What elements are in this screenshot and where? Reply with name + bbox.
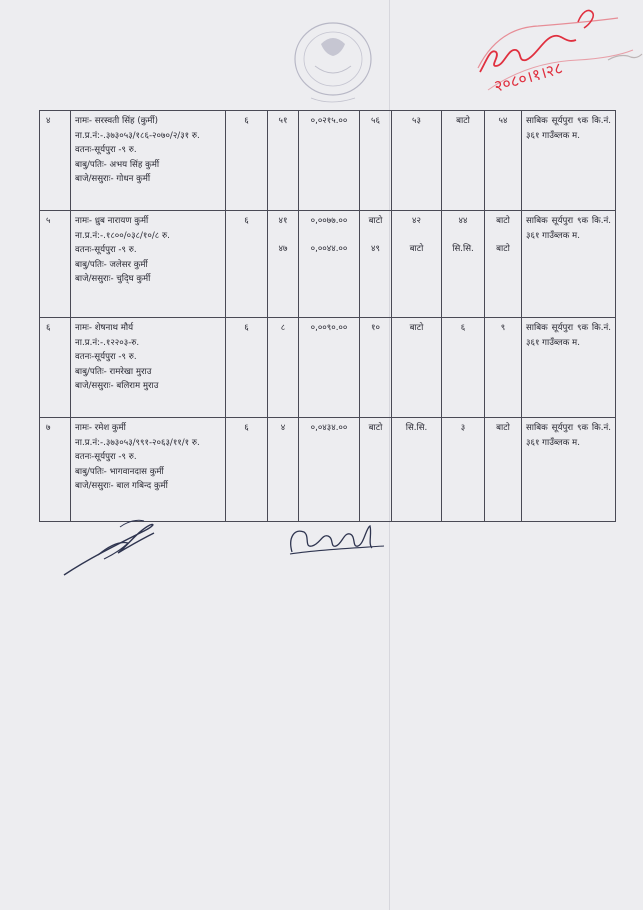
grandfather-or-father-in-law: बाजे/ससुराः- बलिराम मुराउ	[75, 381, 159, 391]
boundary-value: ४९	[371, 243, 380, 254]
south-boundary-cell: बाटो	[485, 418, 522, 522]
ward-cell: ६	[226, 211, 268, 318]
south-boundary-cell: ५४	[485, 111, 522, 211]
owner-address: वतनः-सूर्यपुरा -९ रु.	[75, 245, 137, 255]
serial-number-cell: ४	[40, 111, 71, 211]
east-boundary-cell: बाटो	[360, 418, 392, 522]
owner-details-cell	[71, 111, 226, 211]
citizenship-number: ना.प्र.नं:-.१२२०३-रु.	[75, 337, 140, 348]
serial-number-cell: ६	[40, 318, 71, 418]
serial-number-cell: ५	[40, 211, 71, 318]
east-boundary-cell: ५६	[360, 111, 392, 211]
plot-number-cell: ५१	[268, 111, 299, 211]
grandfather-or-father-in-law: बाजे/ससुराः- गोधन कुर्मी	[75, 174, 151, 184]
boundary-value: सि.सि.	[452, 243, 474, 254]
west-boundary-cell: बाटो	[392, 318, 442, 418]
land-ownership-table	[39, 110, 616, 522]
office-seal-icon	[285, 14, 380, 104]
owner-name: नामः- ध्रुब नारायण कुर्मी	[75, 216, 149, 226]
area-value: ०,००७७.००	[310, 216, 348, 226]
owner-details-cell	[71, 418, 226, 522]
owner-details-cell	[71, 211, 226, 318]
grandfather-or-father-in-law: बाजे/ससुराः- चुद्‍घि कुर्मी	[75, 274, 151, 284]
signature-left	[58, 515, 163, 580]
plot-number-cell: ८	[268, 318, 299, 418]
boundary-value: बाटो	[496, 216, 510, 226]
boundary-value: बाटो	[368, 216, 383, 226]
owner-name: नामः- सरस्वती सिंह (कुर्मी)	[75, 116, 159, 126]
signature-center	[284, 518, 389, 560]
remarks-cell: साबिक सूर्यपुरा ९क कि.नं. ३६१ गाउँब्लक म.	[522, 318, 616, 418]
citizenship-number: ना.प्र.नं:-.१८००/०३८/१०/८ रु.	[75, 230, 170, 241]
table-row	[40, 318, 616, 418]
west-boundary-cell: ५३	[392, 111, 442, 211]
father-or-husband: बाबु/पतिः- जलेसर कुर्मी	[75, 259, 148, 270]
plot-number: ४७	[278, 243, 288, 254]
grandfather-or-father-in-law: बाजे/ससुराः- बाल गबिन्द कुर्मी	[75, 481, 168, 491]
east-boundary-cell	[360, 211, 392, 318]
father-or-husband: बाबु/पतिः- रामरेखा मुराउ	[75, 366, 152, 377]
area-cell	[299, 211, 360, 318]
table-row	[40, 211, 616, 318]
plot-number-cell: ४	[268, 418, 299, 522]
serial-number-cell: ७	[40, 418, 71, 522]
owner-name: नामः- रमेश कुर्मी	[75, 423, 126, 433]
owner-details-cell	[71, 318, 226, 418]
north-boundary-cell: बाटो	[442, 111, 485, 211]
area-value: ०,००४४.००	[310, 243, 348, 254]
area-cell: ०,०४३४.००	[299, 418, 360, 522]
boundary-value: ४२	[412, 216, 421, 226]
owner-address: वतनः-सूर्यपुरा -९ रु.	[75, 352, 137, 362]
area-cell: ०,००९०.००	[299, 318, 360, 418]
remarks-cell: साबिक सूर्यपुरा ९क कि.नं. ३६१ गाउँब्लक म.	[522, 111, 616, 211]
plot-number: ४१	[278, 216, 288, 226]
remarks-cell: साबिक सूर्यपुरा ९क कि.नं. ३६१ गाउँब्लक म.	[522, 211, 616, 318]
plot-number-cell	[268, 211, 299, 318]
citizenship-number: ना.प्र.नं:-.३७३०५३/१८६-२०७०/२/३१ रु.	[75, 130, 200, 141]
north-boundary-cell: ३	[442, 418, 485, 522]
area-cell: ०,०२१५.००	[299, 111, 360, 211]
red-receipt-stamp	[468, 0, 643, 110]
north-boundary-cell	[442, 211, 485, 318]
ward-cell: ६	[226, 111, 268, 211]
east-boundary-cell: १०	[360, 318, 392, 418]
owner-address: वतनः-सूर्यपुरा -९ रु.	[75, 452, 137, 462]
owner-name: नामः- शेषनाथ मौर्य	[75, 323, 134, 333]
south-boundary-cell	[485, 211, 522, 318]
ward-cell: ६	[226, 318, 268, 418]
father-or-husband: बाबु/पतिः- अभय सिंह कुर्मी	[75, 159, 160, 170]
boundary-value: बाटो	[496, 243, 510, 254]
ward-cell: ६	[226, 418, 268, 522]
west-boundary-cell	[392, 211, 442, 318]
north-boundary-cell: ६	[442, 318, 485, 418]
west-boundary-cell: सि.सि.	[392, 418, 442, 522]
remarks-cell: साबिक सूर्यपुरा ९क कि.नं. ३६१ गाउँब्लक म.	[522, 418, 616, 522]
stamp-date-text: २०८०।१।२८	[491, 58, 565, 96]
father-or-husband: बाबु/पतिः- भागवानदास कुर्मी	[75, 466, 164, 477]
owner-address: वतनः-सूर्यपुरा -९ रु.	[75, 145, 137, 155]
citizenship-number: ना.प्र.नं:-.३७३०५३/९९१-२०६३/११/१ रु.	[75, 437, 200, 448]
boundary-value: ४४	[458, 216, 468, 226]
table-row	[40, 418, 616, 522]
table-row	[40, 111, 616, 211]
boundary-value: बाटो	[409, 243, 424, 254]
south-boundary-cell: ९	[485, 318, 522, 418]
